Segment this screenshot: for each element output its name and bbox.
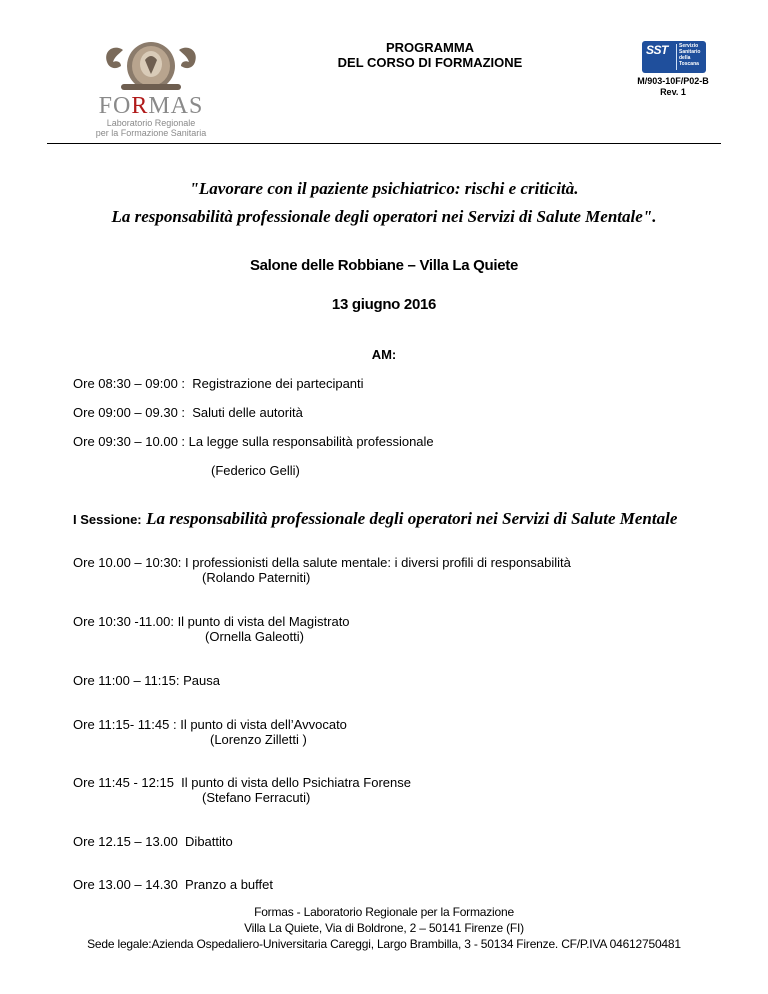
program-item <box>73 405 303 420</box>
item-time: Ore 10.00 – 10:30: <box>73 555 182 570</box>
logo-subtitle-2: per la Formazione Sanitaria <box>95 128 207 138</box>
item-title: Il punto di vista dello Psichiatra Forense <box>181 775 411 790</box>
session-header <box>73 509 677 529</box>
sst-letters: SST <box>646 43 668 57</box>
document-header-title <box>300 40 560 70</box>
doc-revision: Rev. 1 <box>660 87 686 97</box>
session-label: I Sessione: <box>73 512 142 527</box>
item-speaker: (Ornella Galeotti) <box>205 629 304 644</box>
item-title: I professionisti della salute mentale: i diversi profili di responsabilità <box>185 555 571 570</box>
item-title: Dibattito <box>185 834 233 849</box>
item-title: Il punto di vista dell’Avvocato <box>180 717 347 732</box>
item-speaker: (Rolando Paterniti) <box>202 570 311 585</box>
item-title: Il punto di vista del Magistrato <box>177 614 350 629</box>
program-item <box>73 717 347 732</box>
item-title: Pausa <box>183 673 220 688</box>
header-divider <box>47 143 721 144</box>
session-title: La responsabilità professionale degli operatori nei Servizi di Salute Mentale <box>146 509 678 528</box>
program-item <box>73 614 350 629</box>
item-time: Ore 11:00 – 11:15: <box>73 673 180 688</box>
program-item <box>73 775 411 790</box>
sst-divider <box>676 44 677 70</box>
formas-logo <box>86 40 216 140</box>
course-title-line-2: La responsabilità professionale degli operatori nei Servizi di Salute Mentale". <box>111 207 657 226</box>
course-title-line-1: "Lavorare con il paziente psichiatrico: rischi e criticità. <box>189 179 579 198</box>
am-label: AM: <box>371 347 397 362</box>
item-speaker: (Lorenzo Zilletti ) <box>210 732 307 747</box>
item-title: Pranzo a buffet <box>185 877 273 892</box>
program-item <box>73 673 220 688</box>
item-title: Saluti delle autorità <box>192 405 303 420</box>
formas-wordmark: FORMAS <box>98 93 204 119</box>
header-title-line-1: PROGRAMMA <box>385 40 475 55</box>
course-venue: Salone delle Robbiane – Villa La Quiete <box>249 257 519 274</box>
item-time: Ore 13.00 – 14.30 <box>73 877 178 892</box>
program-item <box>73 434 434 449</box>
program-item <box>73 376 364 391</box>
program-item <box>73 555 571 570</box>
item-speaker: (Stefano Ferracuti) <box>202 790 311 805</box>
item-time: Ore 09:30 – 10.00 : <box>73 434 186 449</box>
item-speaker: (Federico Gelli) <box>211 463 300 478</box>
doc-code-number: M/903-10F/P02-B <box>637 76 709 86</box>
header-title-line-2: DEL CORSO DI FORMAZIONE <box>337 55 523 70</box>
program-item <box>73 834 233 849</box>
footer-line-1: Formas - Laboratorio Regionale per la Formazione <box>254 905 514 919</box>
footer-line-3: Sede legale:Azienda Ospedaliero-Universitaria Careggi, Largo Brambilla, 3 - 50134 Firenze. CF/P.IVA 04612750481 <box>87 937 681 951</box>
formas-crest-icon <box>101 40 201 92</box>
item-title: Registrazione dei partecipanti <box>192 376 364 391</box>
item-time: Ore 10:30 -11.00: <box>73 614 174 629</box>
logo-subtitle-1: Laboratorio Regionale <box>106 118 196 128</box>
item-time: Ore 11:45 - 12:15 <box>73 775 174 790</box>
item-time: Ore 09:00 – 09.30 : <box>73 405 186 420</box>
item-time: Ore 08:30 – 09:00 : <box>73 376 186 391</box>
program-item <box>73 877 273 892</box>
course-date: 13 giugno 2016 <box>331 296 437 313</box>
item-title: La legge sulla responsabilità professionale <box>188 434 434 449</box>
document-code <box>618 76 728 98</box>
footer-line-2: Villa La Quiete, Via di Boldrone, 2 – 50141 Firenze (FI) <box>244 921 524 935</box>
sst-logo <box>642 41 706 73</box>
sst-text: Servizio Sanitario della Toscana <box>679 43 701 67</box>
item-time: Ore 12.15 – 13.00 <box>73 834 178 849</box>
item-time: Ore 11:15- 11:45 : <box>73 717 177 732</box>
